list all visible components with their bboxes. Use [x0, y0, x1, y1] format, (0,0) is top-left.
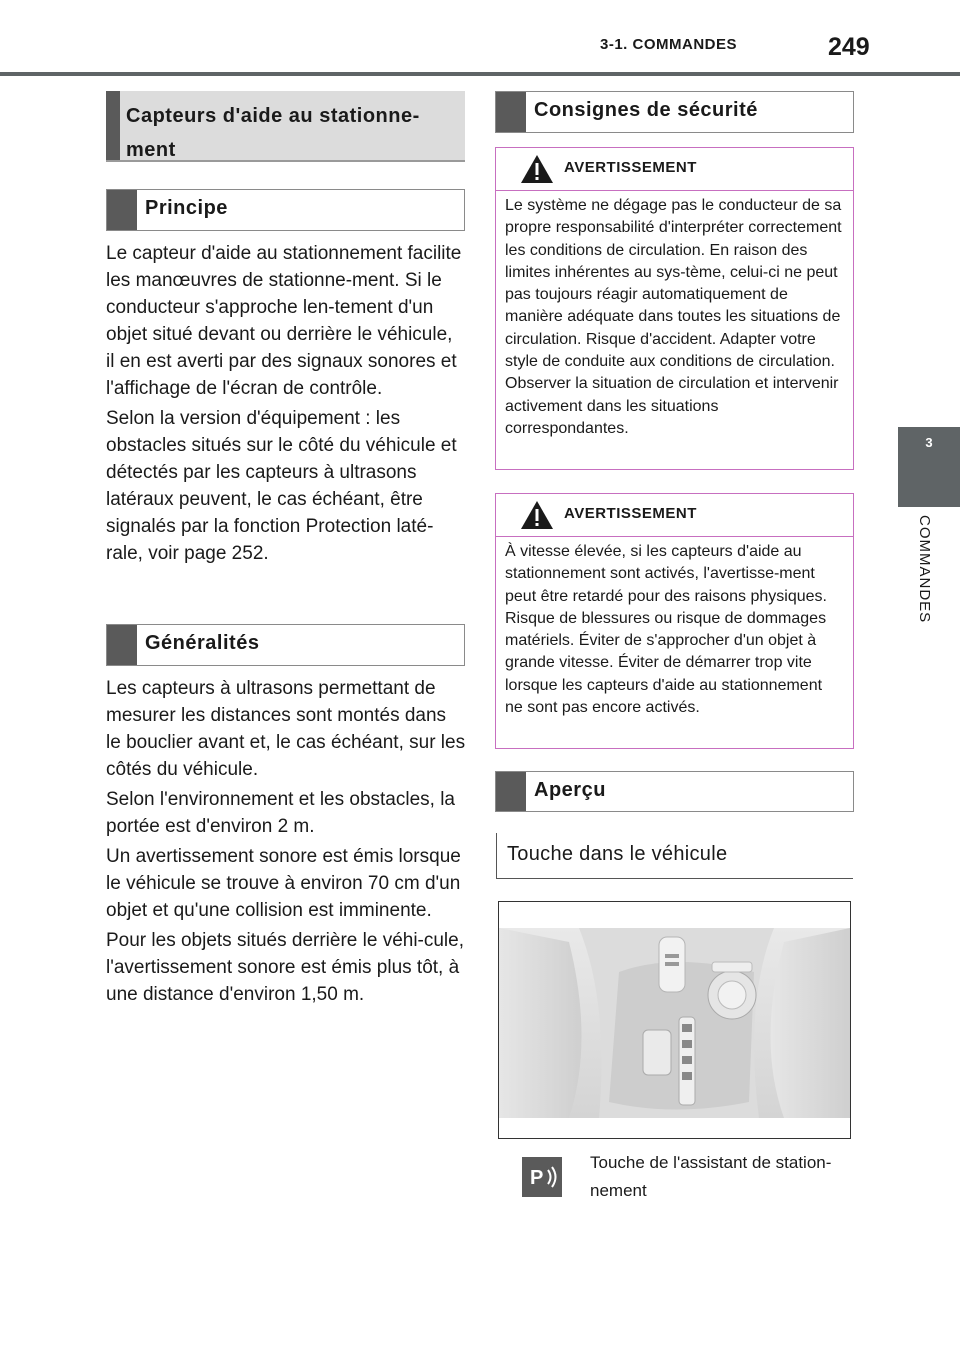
main-section-heading-text: Capteurs d'aide au stationne-ment	[126, 105, 420, 161]
center-console-image	[498, 901, 851, 1139]
chapter-tab-label	[916, 515, 936, 715]
page-number: 249	[828, 33, 870, 61]
section-heading-apercu	[495, 771, 854, 812]
section-heading-text: Consignes de sécurité	[534, 99, 758, 121]
paragraph: Pour les objets situés derrière le véhi-cule, l'avertissement sonore est émis plus tôt, à une distance d'environ 1,50 m.	[106, 930, 465, 1005]
chapter-title: 3-1. COMMANDES	[600, 36, 738, 53]
heading-bar	[107, 190, 137, 230]
paragraph: Le capteur d'aide au stationnement facilite les manœuvres de stationne-ment. Si le conducteur s'approche len-tement d'un objet situé devant ou derrière le véhicule, il en est averti par des signaux sonores et l'affichage de l'écran de contrôle.	[106, 243, 462, 399]
heading-bar	[496, 92, 526, 132]
paragraph: Selon la version d'équipement : les obstacles situés sur le côté du véhicule et détectés par les capteurs à ultrasons latéraux peuvent, le cas échéant, être signalés par la fonction Protection laté-rale, voir page 252.	[106, 408, 457, 564]
section-heading-text: Principe	[145, 197, 228, 219]
paragraph: Selon l'environnement et les obstacles, la portée est d'environ 2 m.	[106, 789, 455, 837]
chapter-tab-number[interactable]: 3	[898, 427, 960, 507]
warning-triangle-icon	[520, 500, 554, 530]
subheading-text: Touche dans le véhicule	[507, 843, 728, 865]
warning-header	[496, 494, 853, 537]
header-rule	[0, 72, 960, 76]
paragraph: Un avertissement sonore est émis lorsque le véhicule se trouve à environ 70 cm d'un objet et qu'une collision est imminente.	[106, 846, 461, 921]
subheading	[496, 833, 853, 879]
main-section-heading	[106, 91, 465, 162]
center-console-illustration	[499, 902, 850, 1138]
heading-bar	[106, 91, 120, 160]
svg-text:P: P	[530, 1167, 544, 1189]
warning-box	[495, 493, 854, 749]
generalites-body	[106, 675, 466, 1011]
warning-header	[496, 148, 853, 191]
heading-bar	[496, 772, 526, 811]
legend-text: Touche de l'assistant de station-nement	[590, 1153, 832, 1200]
heading-bar	[107, 625, 137, 665]
warning-text: À vitesse élevée, si les capteurs d'aide au stationnement sont activés, l'avertisse-ment peut être retardé pour des raisons physiques. Risque de blessures ou risque de dommages matériels. Éviter de s'approcher d'un objet à grande vitesse. Éviter de démarrer trop vite lorsque les capteurs d'aide au stationnement ne sont pas encore activés.	[505, 543, 827, 717]
warning-box	[495, 147, 854, 470]
section-heading-principe	[106, 189, 465, 231]
section-heading-generalites	[106, 624, 465, 666]
principe-body	[106, 240, 466, 570]
paragraph: Les capteurs à ultrasons permettant de mesurer les distances sont montés dans le bouclier avant et, le cas échéant, sur les côtés du véhicule.	[106, 678, 466, 780]
warning-text: Le système ne dégage pas le conducteur de sa propre responsabilité d'interpréter correctement les conditions de circulation. En raison des limites inhérentes au sys-tème, celui-ci ne peut pas toujours réagir automatiquement de manière adéquate dans toutes les situations de circulation. Risque d'accident. Adapter votre style de conduite aux conditions de circulation. Observer la situation de circulation et intervenir activement dans les situations correspondantes.	[505, 197, 842, 437]
warning-title: AVERTISSEMENT	[564, 159, 697, 176]
section-heading-text: Aperçu	[534, 779, 606, 801]
warning-triangle-icon	[520, 154, 554, 184]
section-heading-text: Généralités	[145, 632, 260, 654]
warning-title: AVERTISSEMENT	[564, 505, 697, 522]
park-assist-icon	[522, 1157, 562, 1197]
section-heading-securite	[495, 91, 854, 133]
chapter-tab-label-text: COMMANDES	[916, 515, 933, 624]
